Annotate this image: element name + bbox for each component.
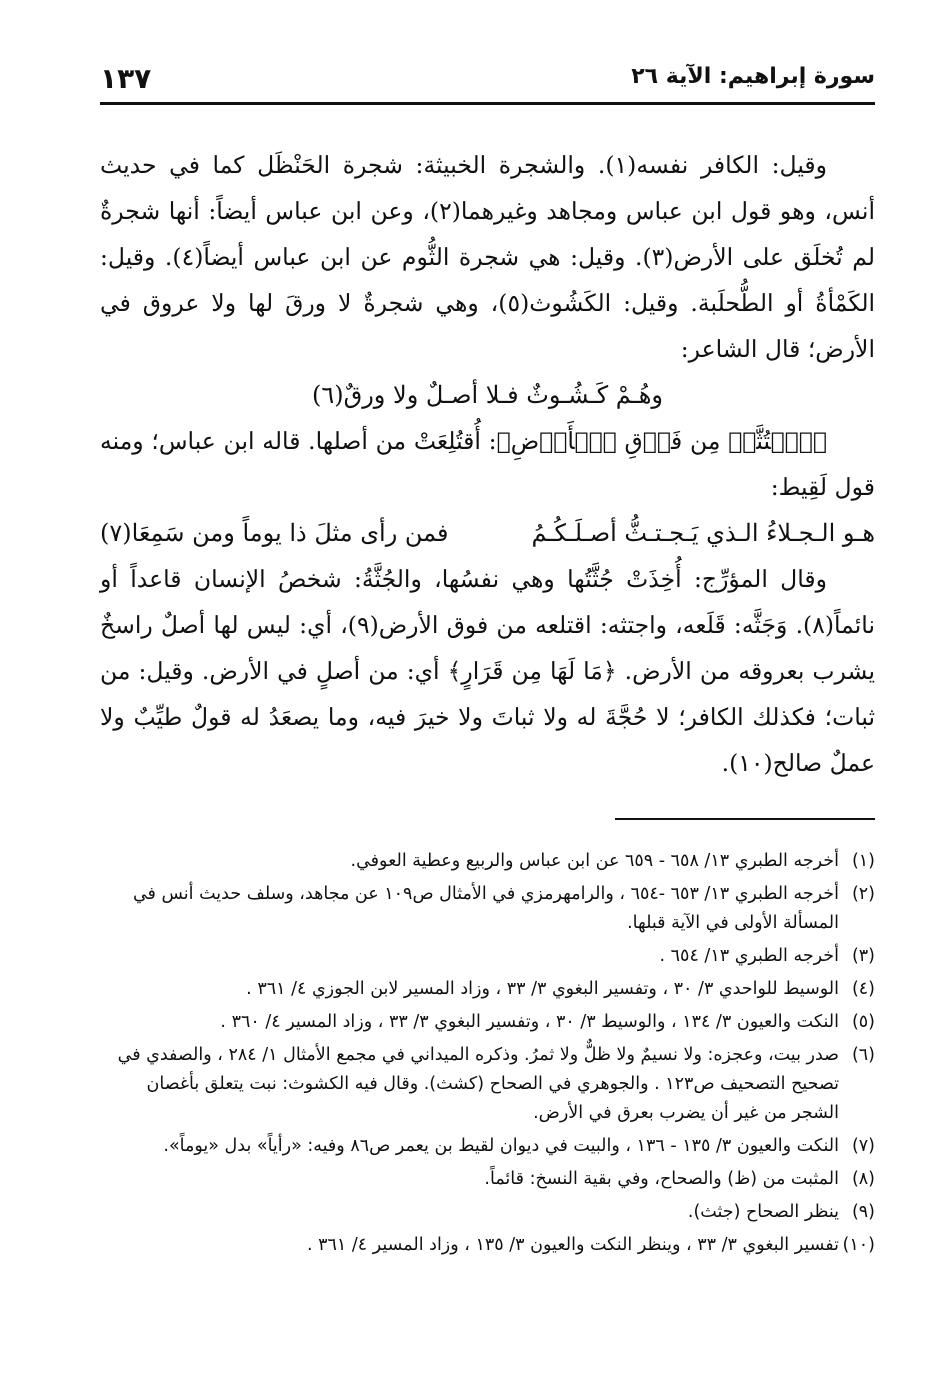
footnote-text: الوسيط للواحدي ٣/ ٣٠ ، وتفسير البغوي ٣/ ٣٣ ، وزاد المسير لابن الجوزي ٤/ ٣٦١ .: [246, 979, 839, 999]
running-header: [100, 62, 875, 102]
footnote-number: (٩): [851, 1202, 875, 1222]
footnote: [100, 942, 875, 971]
footnote-number: (٧): [851, 1136, 875, 1156]
footnote-number: (٤): [851, 979, 875, 999]
footnote-text: أخرجه الطبري ١٣/ ٦٥٣ -٦٥٤ ، والرامهرمزي في الأمثال ص١٠٩ عن مجاهد، وسلف حديث أنس في المسألة الأولى في الآية قبلها.: [132, 884, 839, 933]
footnotes: [100, 847, 875, 1264]
verse-hemistich-left: فمن رأى مثلَ ذا يوماً ومن سَمِعَا(٧): [100, 519, 449, 547]
footnote-rule: [615, 818, 875, 820]
footnote-text: صدر بيت، وعجزه: ولا نسيمٌ ولا ظلٌّ ولا ثمرُ. وذكره الميداني في مجمع الأمثال ١/ ٢٨٤ ، والصفدي في تصحيح التصحيف ص١٢٣ . والجوهري في الصحاح (كشث). وقال فيه الكشوث: نبت يتعلق بأغصان الشجر من غير أن يضرب بعرق في الأرض.: [117, 1045, 839, 1123]
main-text: [100, 142, 875, 786]
paragraph-1: وقيل: الكافر نفسه(١). والشجرة الخبيثة: شجرة الحَنْظَل كما في حديث أنس، وهو قول ابن عباس ومجاهد وغيرهما(٢)، وعن ابن عباس أيضاً: أنها شجرةٌ لم تُخلَق على الأرض(٣). وقيل: هي شجرة الثُّوم عن ابن عباس أيضاً(٤). وقيل: الكَمْأةُ أو الطُّحلَبة. وقيل: الكَشُوث(٥)، وهي شجرةٌ لا ورقَ لها ولا عروق في الأرض؛ قال الشاعر:: [100, 151, 876, 363]
poetry-verse-1: وهُـمْ كَـشُـوثٌ فـلا أصـلٌ ولا ورقٌ(٦): [311, 381, 664, 409]
footnote: [100, 1132, 875, 1161]
footnote-text: أخرجه الطبري ١٣/ ٦٥٨ - ٦٥٩ عن ابن عباس والربيع وعطية العوفي.: [350, 851, 839, 871]
paragraph-3: وقال المؤرِّج: أُخِذَتْ جُثَّتُها وهي نفسُها، والجُثَّةُ: شخصُ الإنسان قاعداً أو نائماً(٨). وَجَثَّه: قَلَعه، واجتثه: اقتلعه من فوق الأرض(٩)، أي: ليس لها أصلٌ راسخٌ يشرب بعروقه من الأرض. ﴿مَا لَهَا مِن قَرَارٍ﴾ أي: من أصلٍ في الأرض. وقيل: من ثبات؛ فكذلك الكافر؛ لا حُجَّةَ له ولا ثباتَ ولا خيرَ فيه، وما يصعَدُ له قولٌ طيِّبٌ ولا عملٌ صالح(١٠).: [100, 565, 875, 777]
footnote-number: (٦): [851, 1045, 875, 1065]
footnote-text: النكت والعيون ٣/ ١٣٤ ، والوسيط ٣/ ٣٠ ، وتفسير البغوي ٣/ ٣٣ ، وزاد المسير ٤/ ٣٦٠ .: [220, 1012, 839, 1032]
footnote: [100, 1165, 875, 1194]
footnote: [100, 975, 875, 1004]
poetry-verse-2: [100, 510, 875, 556]
footnote: [100, 847, 875, 876]
footnote: [100, 1198, 875, 1227]
footnote-text: النكت والعيون ٣/ ١٣٥ - ١٣٦ ، والبيت في ديوان لقيط بن يعمر ص٨٦ وفيه: «رأياً» بدل «يوماً».: [163, 1136, 839, 1156]
footnote: [100, 1041, 875, 1128]
footnote-number: (١٠): [842, 1235, 875, 1255]
footnote-number: (٥): [851, 1012, 875, 1032]
paragraph-2: ﴿ٱجۡتُثَّتۡ مِن فَوۡقِ ٱلۡأَرۡضِ﴾: أُقتُلِعَتْ من أصلها. قاله ابن عباس؛ ومنه قول لَقِيط:: [100, 427, 875, 501]
footnote-text: ينظر الصحاح (جثث).: [687, 1202, 839, 1222]
running-title: سورة إبراهيم: الآية ٢٦: [631, 64, 875, 89]
footnote-number: (١): [851, 851, 875, 871]
footnote: [100, 1008, 875, 1037]
page-number: ١٣٧: [100, 62, 152, 95]
footnote-number: (٣): [851, 946, 875, 966]
header-rule: [100, 102, 875, 105]
footnote-number: (٨): [851, 1169, 875, 1189]
footnote-text: أخرجه الطبري ١٣/ ٦٥٤ .: [659, 946, 839, 966]
footnote: [100, 1231, 875, 1260]
verse-hemistich-right: هـو الـجـلاءُ الـذي يَـجـتـثُّ أصـلَـكُـمُ: [531, 519, 875, 547]
footnote-number: (٢): [851, 884, 875, 904]
footnote-text: تفسير البغوي ٣/ ٣٣ ، وينظر النكت والعيون ٣/ ١٣٥ ، وزاد المسير ٤/ ٣٦١ .: [306, 1235, 839, 1255]
footnote: [100, 880, 875, 938]
footnote-text: المثبت من (ظ) والصحاح، وفي بقية النسخ: قائماً.: [484, 1169, 839, 1189]
